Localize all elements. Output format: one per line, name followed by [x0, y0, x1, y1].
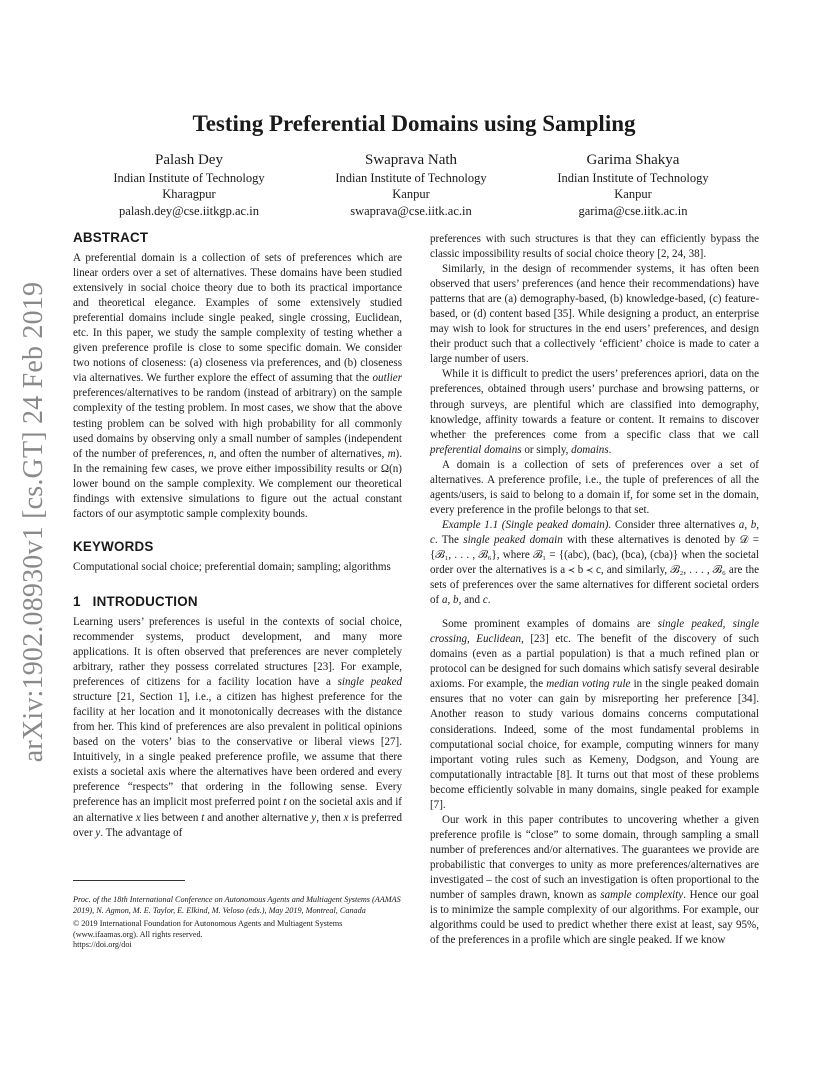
example-1-1: Example 1.1 (Single peaked domain). Consider three alternatives a, b, c. The single peaked domain with these alternatives is denoted by 𝒟 = {ℬ₁, . . . , ℬ₆}, where ℬ₁ = {(abc), (bac), (bca), (cba)} when the societal order over the alternatives is a ≺ b ≺ c, and similarly, ℬ₂, . . . , ℬ₆ are the sets of preferences over the same alternatives for different societal orders of a, b, and c.: [430, 518, 760, 607]
footnotes: [73, 895, 402, 951]
doi-link[interactable]: https://doi.org/doi: [73, 940, 132, 950]
intro-paragraph-3: While it is difficult to predict the users’ preferences apriori, data on the preferences, obtained through users’ purchase and browsing patterns, or through surveys, are plentiful which are classified into demography, knowledge, affinity towards a feature or content. It remains to discover whether the preferences come from a specific class that we call preferential domains or simply, domains.: [430, 368, 759, 456]
intro-paragraph-4: A domain is a collection of sets of preferences over a set of alternatives. A preference profile, i.e., the tuple of preferences of all the agents/users, is said to belong to a domain if, for some set in the domain, every preference in the profile belongs to that set.: [430, 458, 759, 516]
author-affiliation: Indian Institute of Technology: [335, 171, 487, 185]
author-2: [296, 151, 526, 219]
intro-paragraph-5: Some prominent examples of domains are single peaked, single crossing, Euclidean, [23] etc. The benefit of the discovery of such domains (even as a partial population) is that a much refined plan or protocol can be designed for such domains which satisfy several desirable axioms. For example, the median voting rule in the single peaked domain ensures that no voter can gain by misreporting her preference [34]. Another reason to study various domains concerns computational considerations. Indeed, some of the most fundamental problems in computational social choice, for example, computing winners for many important voting rules such as Kemeny, Dodgson, and Young are computationally intractable [8]. It turns out that most of these problems become efficiently solvable in many domains, single peaked for example [7].: [430, 618, 760, 811]
introduction-heading: [73, 593, 402, 610]
keywords-heading: KEYWORDS: [73, 538, 154, 554]
author-email: palash.dey@cse.iitkgp.ac.in: [119, 203, 259, 218]
author-location: Kanpur: [614, 187, 652, 202]
author-1: [74, 151, 304, 219]
author-affiliation: Indian Institute of Technology: [557, 171, 709, 185]
author-name: Swaprava Nath: [364, 152, 458, 168]
arxiv-identifier-stamp: [4, 281, 64, 763]
keywords-text: Computational social choice; preferential domain; sampling; algorithms: [73, 560, 391, 573]
intro-paragraph-6: Our work in this paper contributes to uncovering whether a given preference profile is “close” to some domain, through sampling a small number of preferences and/or alternatives. The guarantees we provide are probabilistic that converges to unity as more preferences/alternatives are investigated – the cost of such an investigation is often proportional to the number of samples drawn, known as sample complexity. Hence our goal is to minimize the sample complexity of our algorithms. For example, our algorithms could be used to predict whether there exist at least, say 95%, of the preferences in a profile which are single peaked. If we know: [430, 813, 759, 947]
author-email: swaprava@cse.iitk.ac.in: [350, 203, 472, 218]
copyright-note: © 2019 International Foundation for Autonomous Agents and Multiagent Systems (www.ifaamas.org). All rights reserved.: [73, 919, 343, 939]
author-location: Kanpur: [392, 187, 430, 202]
author-affiliation: Indian Institute of Technology: [113, 171, 265, 185]
section-title: INTRODUCTION: [92, 593, 198, 609]
arxiv-identifier-text: arXiv:1902.08930v1 [cs.GT] 24 Feb 2019: [18, 281, 49, 763]
section-number: 1: [73, 593, 81, 609]
author-3: [518, 151, 748, 219]
proceedings-note: Proc. of the 18th International Conference on Autonomous Agents and Multiagent Systems (AAMAS 2019), N. Agmon, M. E. Taylor, E. Elkind, M. Veloso (eds.), May 2019, Montreal, Canada: [73, 895, 401, 915]
intro-paragraph-2: Similarly, in the design of recommender systems, it has often been observed that users’ preferences (and hence their recommendations) have patterns that are (a) demography-based, (b) knowledge-based, (c) feature-based, or (d) content based [35]. While designing a product, an enterprise may wish to look for structures in the end users’ preferences, and design their product such that a collectively ‘efficient’ choice is made to cater a large number of users.: [430, 263, 759, 366]
right-column: [430, 232, 759, 948]
author-block: [74, 151, 754, 221]
author-location: Kharagpur: [162, 187, 216, 202]
intro-paragraph-1: Learning users’ preferences is useful in the contexts of social choice, recommender systems, product development, and many more applications. It is often observed that preferences are never completely arbitrary, rather they possess correlated structures [23]. For example, preferences of citizens for a facility location have a single peaked structure [21, Section 1], i.e., a citizen has highest preference for the facility at her location and it monotonically decreases with the distance from her. This kind of preferences are also prevalent in political opinions based on the voters’ bias to the conservative or liberal views [27]. Intuitively, in a single peaked preference profile, we assume that there exists a societal axis where the alternatives have been ordered and every preference “respects” that ordering in the following sense. Every preference has an implicit most preferred point t on the societal axis and if an alternative x lies between t and another alternative y, then x is preferred over y. The advantage of: [73, 615, 403, 839]
abstract-heading: ABSTRACT: [73, 230, 149, 245]
author-email: garima@cse.iitk.ac.in: [578, 203, 688, 218]
paper-title: Testing Preferential Domains using Sampling: [192, 111, 636, 136]
author-name: Palash Dey: [155, 152, 223, 168]
left-column: [73, 229, 402, 841]
footnote-divider: [73, 880, 185, 881]
intro-paragraph-1-continued: preferences with such structures is that they can efficiently bypass the classic impossibility results of social choice theory [2, 24, 38].: [430, 233, 759, 261]
author-name: Garima Shakya: [586, 152, 680, 168]
abstract-paragraph: A preferential domain is a collection of sets of preferences which are linear orders over a set of alternatives. These domains have been studied extensively in social choice theory due to both its practical importance and theoretical elegance. Examples of some extensively studied preferential domains include single peaked, single crossing, Euclidean, etc. In this paper, we study the sample complexity of testing whether a given preference profile is close to some specific domain. We consider two notions of closeness: (a) closeness via preferences, and (b) closeness via alternatives. We further explore the effect of assuming that the outlier preferences/alternatives to be random (instead of arbitrary) on the sample complexity of the testing problem. In most cases, we show that the above testing problem can be solved with high probability for all commonly used domains by observing only a small number of samples (independent of the number of preferences, n, and often the number of alternatives, m). In the remaining few cases, we prove either impossibility results or Ω(n) lower bound on the sample complexity. We complement our theoretical findings with extensive simulations to figure out the actual constant factors of our asymptotic sample complexity bounds.: [73, 252, 402, 520]
